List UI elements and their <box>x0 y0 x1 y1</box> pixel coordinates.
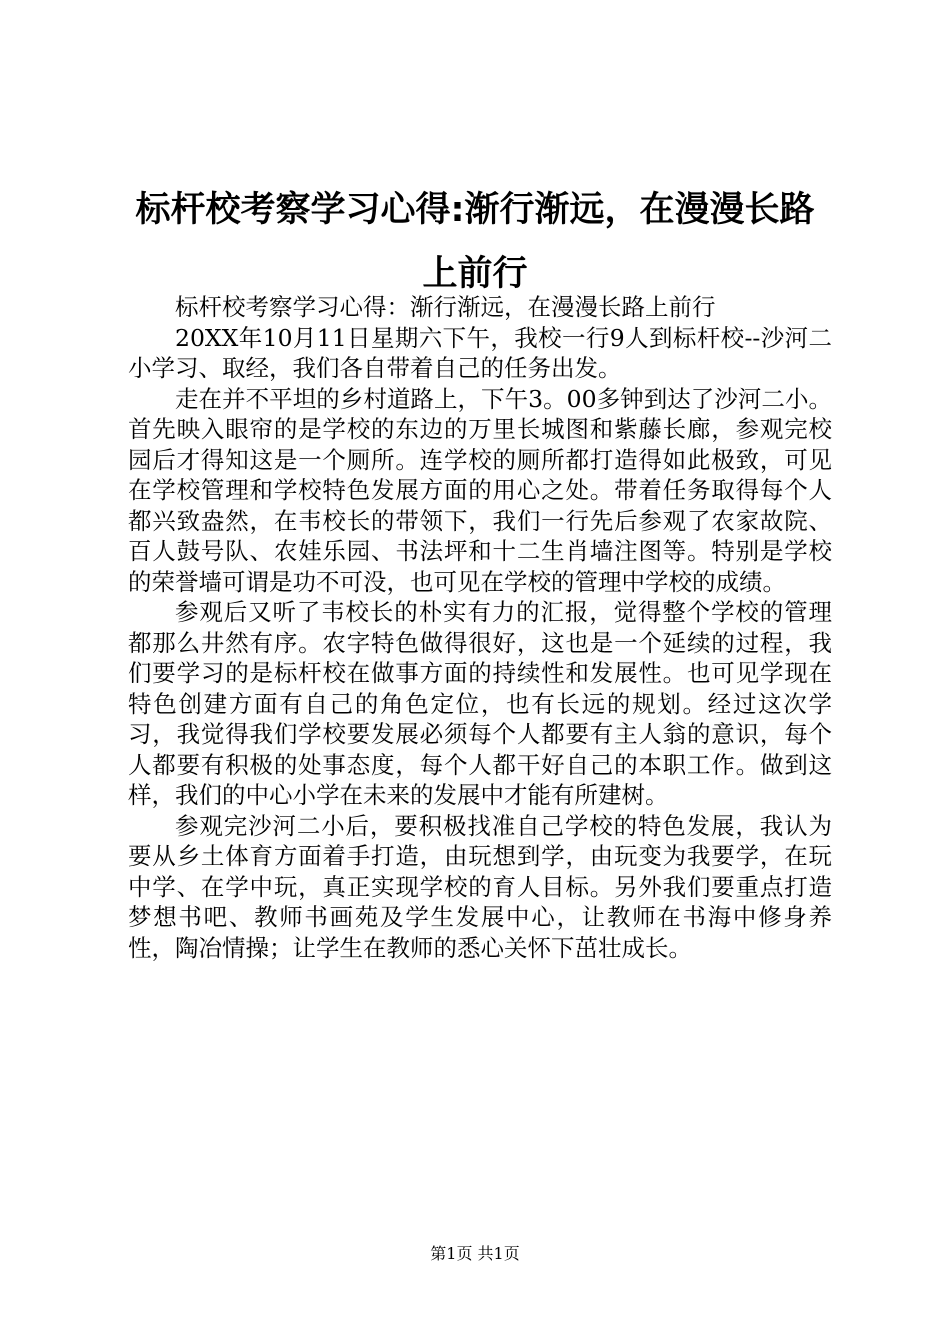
document-body <box>128 292 832 963</box>
paragraph: 标杆校考察学习心得：渐行渐远，在漫漫长路上前行 <box>175 293 716 321</box>
document-title: 标杆校考察学习心得:渐行渐远，在漫漫长路上前行 <box>135 190 815 294</box>
paragraph: 20XX年10月11日星期六下午，我校一行9人到标杆校--沙河二小学习、取经，我们各自带着自己的任务出发。 <box>128 323 832 382</box>
paragraph: 走在并不平坦的乡村道路上，下午3。00多钟到达了沙河二小。首先映入眼帘的是学校的东边的万里长城图和紫藤长廊，参观完校园后才得知这是一个厕所。连学校的厕所都打造得如此极致，可见在学校管理和学校特色发展方面的用心之处。带着任务取得每个人都兴致盎然，在韦校长的带领下，我们一行先后参观了农家故院、百人鼓号队、农娃乐园、书法坪和十二生肖墙注图等。特别是学校的荣誉墙可谓是功不可没，也可见在学校的管理中学校的成绩。 <box>128 384 832 596</box>
paragraph: 参观后又听了韦校长的朴实有力的汇报，觉得整个学校的管理都那么井然有序。农字特色做得很好，这也是一个延续的过程，我们要学习的是标杆校在做事方面的持续性和发展性。也可见学现在特色创建方面有自己的角色定位，也有长远的规划。经过这次学习，我觉得我们学校要发展必须每个人都要有主人翁的意识，每个人都要有积极的处事态度，每个人都干好自己的本职工作。做到这样，我们的中心小学在未来的发展中才能有所建树。 <box>128 598 832 809</box>
paragraph: 参观完沙河二小后，要积极找准自己学校的特色发展，我认为要从乡土体育方面着手打造，由玩想到学，由玩变为我要学，在玩中学、在学中玩，真正实现学校的育人目标。另外我们要重点打造梦想书吧、教师书画苑及学生发展中心，让教师在书海中修身养性，陶冶情操；让学生在教师的悉心关怀下茁壮成长。 <box>128 811 832 962</box>
page-footer: 第1页 共1页 <box>430 1244 520 1263</box>
